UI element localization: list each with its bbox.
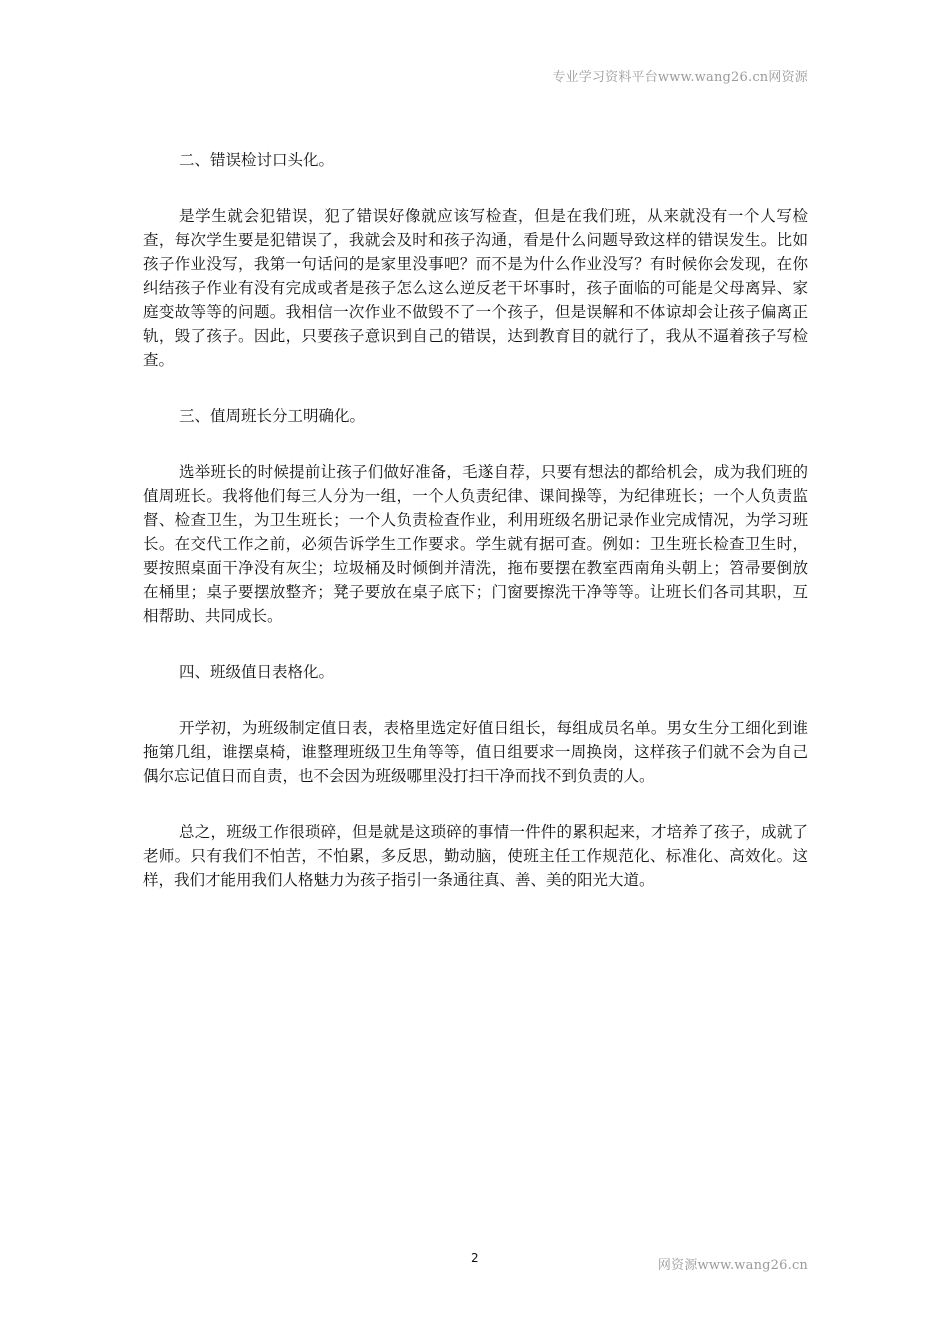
paragraph-error-review: 是学生就会犯错误，犯了错误好像就应该写检查，但是在我们班，从来就没有一个人写检查，每次学生要是犯错误了，我就会及时和孩子沟通，看是什么问题导致这样的错误发生。比如孩子作业没写，我第一句话问的是家里没事吧？而不是为什么作业没写？有时候你会发现，在你纠结孩子作业有没有完成或者是孩子怎么这么逆反老干坏事时，孩子面临的可能是父母离异、家庭变故等等的问题。我相信一次作业不做毁不了一个孩子，但是误解和不体谅却会让孩子偏离正轨，毁了孩子。因此，只要孩子意识到自己的错误，达到教育目的就行了，我从不逼着孩子写检查。: [143, 207, 808, 369]
footer-watermark: 网资源www.wang26.cn: [657, 1258, 808, 1273]
header-watermark: 专业学习资料平台www.wang26.cn网资源: [552, 70, 808, 85]
paragraph-duty-table: 开学初，为班级制定值日表，表格里选定好值日组长，每组成员名单。男女生分工细化到谁拖第几组，谁摆桌椅，谁整理班级卫生角等等，值日组要求一周换岗，这样孩子们就不会为自己偶尔忘记值日而自责，也不会因为班级哪里没打扫干净而找不到负责的人。: [143, 719, 808, 785]
paragraph-weekly-monitor: 选举班长的时候提前让孩子们做好准备，毛遂自荐，只要有想法的都给机会，成为我们班的值周班长。我将他们每三人分为一组，一个人负责纪律、课间操等，为纪律班长；一个人负责监督、检查卫生，为卫生班长；一个人负责检查作业，利用班级名册记录作业完成情况，为学习班长。在交代工作之前，必须告诉学生工作要求。学生就有据可查。例如：卫生班长检查卫生时，要按照桌面干净没有灰尘；垃圾桶及时倾倒并清洗，拖布要摆在教室西南角头朝上；笤帚要倒放在桶里；桌子要摆放整齐；凳子要放在桌子底下；门窗要擦洗干净等等。让班长们各司其职，互相帮助、共同成长。: [143, 463, 808, 625]
paragraph-conclusion: 总之，班级工作很琐碎，但是就是这琐碎的事情一件件的累积起来，才培养了孩子，成就了老师。只有我们不怕苦，不怕累，多反思，勤动脑，使班主任工作规范化、标准化、高效化。这样，我们才能用我们人格魅力为孩子指引一条通往真、善、美的阳光大道。: [143, 823, 808, 889]
section-heading-3: 三、值周班长分工明确化。: [179, 407, 366, 425]
page-number: 2: [471, 1251, 479, 1265]
section-heading-4: 四、班级值日表格化。: [179, 663, 335, 681]
document-body: [143, 148, 808, 924]
section-heading-2: 二、错误检讨口头化。: [179, 151, 335, 169]
